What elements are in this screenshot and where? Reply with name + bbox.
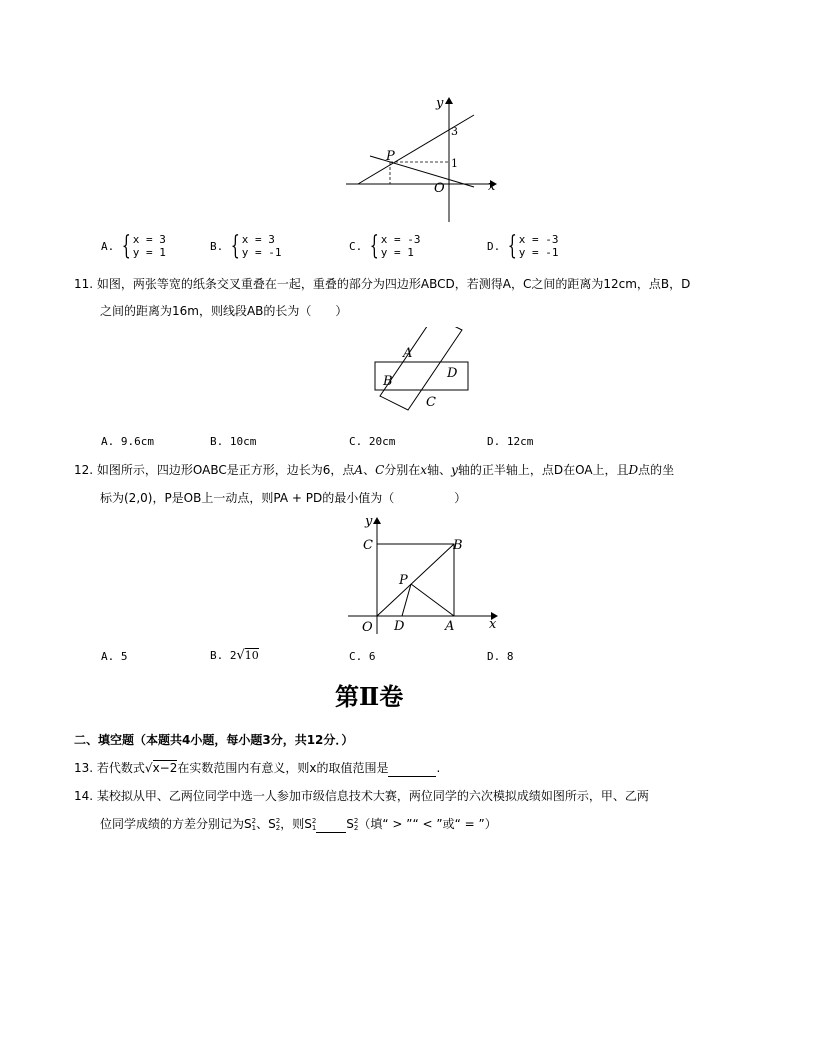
equation-x: x = -3 [518,233,559,246]
q12-option-d: D. 8 [487,650,514,663]
label-x: x [489,617,497,632]
part2-title: 二、填空题（本题共4小题，每小题3分，共12分．） [74,733,354,747]
q11-option-b: B. 10cm [210,435,257,448]
q14-text-b: ，则S [280,817,312,831]
option-letter: A. [101,239,115,253]
q11-line-2: 之间的距离为16m，则线段AB的长为（ ） [100,304,348,318]
q10-option-d [487,233,559,259]
equation-system [381,233,421,259]
q11-figure [370,327,475,412]
brace: { [230,231,241,261]
q10-figure [340,92,510,227]
option-letter: D. [487,239,501,253]
q13-line [74,760,440,777]
q14-line-1: 14. 某校拟从甲、乙两位同学中选一人参加市级信息技术大赛，两位同学的六次模拟成绩如图所示，甲、乙两 [74,789,649,803]
label-d: D [394,619,405,634]
q12-option-a: A. 5 [101,650,128,663]
label-d: D [447,366,458,381]
q12-text-d: 轴的正半轴上，点D在OA上，且 [457,463,629,477]
q10-option-c [349,233,421,259]
sub: 1 [251,823,257,832]
sup: 2 [275,816,281,825]
label-3: 3 [451,125,458,138]
q12-x: x [420,463,428,477]
q11-option-c: C. 20cm [349,435,396,448]
brace: { [121,231,132,261]
q12-sep: 、 [363,463,376,477]
q14-text-a: 位同学成绩的方差分别记为S [100,817,252,831]
label-b: B [383,374,393,389]
q12-text-b: 分别在 [384,463,421,477]
equation-system [519,233,559,259]
equation-y: y = -1 [518,246,559,259]
sup: 2 [251,816,257,825]
q13-end: . [436,761,441,775]
q12-point-c: C [375,463,385,477]
label-p: P [386,149,395,164]
q12-line-2: 标为(2,0)，P是OB上一动点，则PA + PD的最小值为（ ） [100,491,467,505]
label-c: C [426,395,436,410]
q11-line-1: 11. 如图，两张等宽的纸条交叉重叠在一起，重叠的部分为四边形ABCD，若测得A，C之间的距离为12cm，点B，D [74,277,691,291]
label-b: B [453,538,463,553]
option-b-radicand: 10 [244,649,259,662]
q13-radicand: x−2 [152,761,178,775]
q10-option-a [101,233,166,259]
sub: 2 [353,823,359,832]
q12-figure [340,512,505,637]
q12-option-c: C. 6 [349,650,376,663]
option-letter: C. [349,239,363,253]
equation-y: y = -1 [241,246,282,259]
label-o: O [434,181,445,196]
equation-system [133,233,166,259]
sup: 2 [353,816,359,825]
label-x: x [488,179,496,194]
equation-x: x = 3 [241,233,275,246]
segment-pa [411,584,454,616]
q12-point-d: D [628,463,639,477]
equation-x: x = -3 [380,233,421,246]
label-1: 1 [451,157,458,170]
q12-option-b [210,648,259,663]
label-y: y [436,96,444,111]
q13-prefix: 13. 若代数式 [74,761,145,775]
q12-y: y [451,463,458,477]
equation-x: x = 3 [132,233,166,246]
label-a: A [403,346,413,361]
q13-answer-blank[interactable] [388,760,436,777]
equation-y: y = 1 [132,246,166,259]
label-o: O [362,620,373,635]
q10-option-b [210,233,282,259]
label-a: A [445,619,455,634]
brace: { [507,231,518,261]
sup: 2 [311,816,317,825]
q14-answer-blank[interactable] [316,816,346,833]
q14-text-d: （填“ > ”“ < ”或“ = ”） [358,817,497,831]
equation-system [242,233,282,259]
sqrt-sign: √ [144,761,153,775]
option-letter: B. [210,239,224,253]
q12-text-e: 点的坐 [638,463,675,477]
diagonal-ob [377,544,454,616]
q12-line-1 [74,462,674,478]
q12-point-a: A [354,463,364,477]
q14-text-c: S [346,817,354,831]
sqrt-sign: √ [236,648,245,663]
label-p: P [399,573,408,588]
q14-line-2 [100,816,497,833]
sub: 1 [311,823,317,832]
q14-comma: 、S [256,817,276,831]
q13-suffix: 在实数范围内有意义，则x的取值范围是 [177,761,389,775]
q12-text-a: 12. 如图所示，四边形OABC是正方形，边长为6，点 [74,463,355,477]
q11-option-a: A. 9.6cm [101,435,154,448]
equation-y: y = 1 [380,246,414,259]
label-c: C [363,538,373,553]
q12-text-c: 轴、 [427,463,452,477]
sub: 2 [275,823,281,832]
brace: { [369,231,380,261]
label-y: y [365,514,373,529]
option-b-prefix: B. 2 [210,649,237,662]
q11-option-d: D. 12cm [487,435,534,448]
section-heading: 第Ⅱ卷 [335,682,404,711]
